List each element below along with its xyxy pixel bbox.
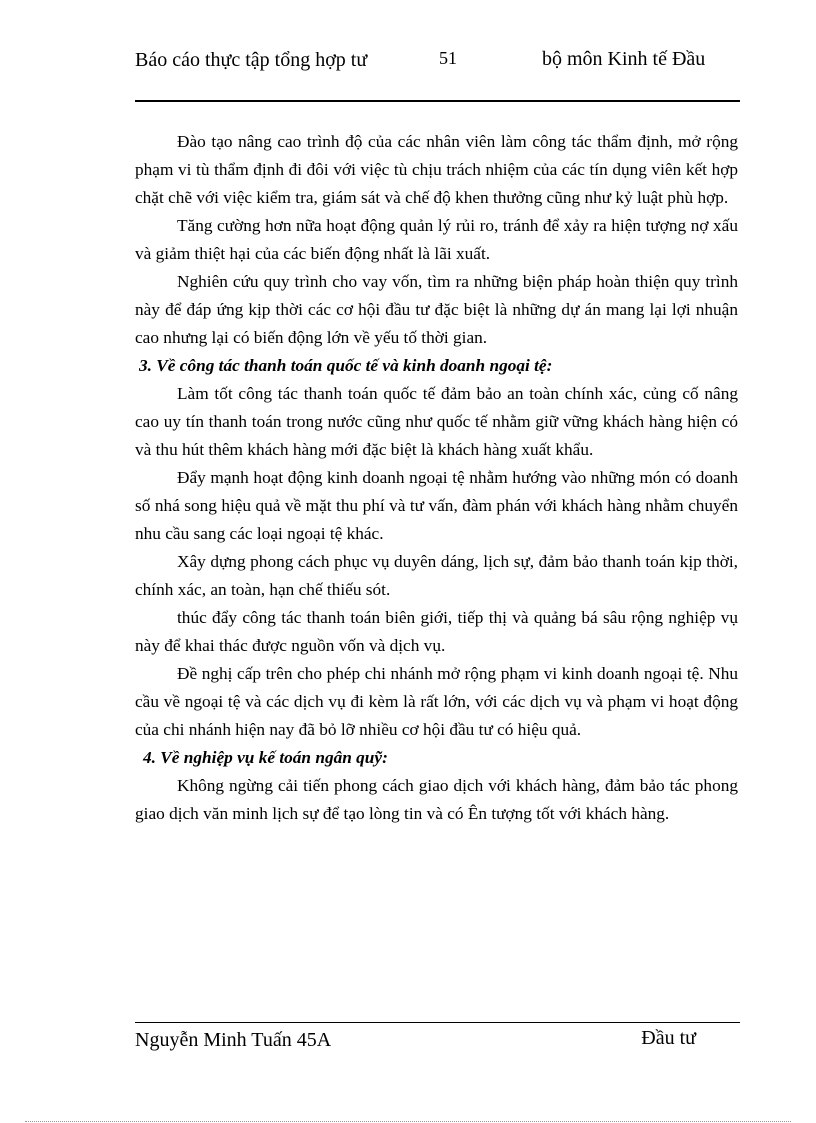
paragraph-training: Đào tạo nâng cao trình độ của các nhân viên làm công tác thẩm định, mở rộng phạm vi tù thẩm định đi đôi với việc tù chịu trách nhiệm của các tín dụng viên kết hợp chặt chẽ với việc kiểm tra, giám sát và chế độ khen thưởng cũng như kỷ luật phù hợp.	[135, 132, 738, 207]
section-heading-international-payment: 3. Về công tác thanh toán quốc tế và kinh doanh ngoại tệ:	[139, 356, 553, 375]
paragraph-transaction-style: Không ngừng cải tiến phong cách giao dịch với khách hàng, đảm bảo tác phong giao dịch văn minh lịch sự để tạo lòng tin và có Ên tượng tốt với khách hàng.	[135, 776, 738, 823]
header-department: bộ môn Kinh tế Đầu	[542, 48, 706, 70]
paragraph-foreign-currency: Đẩy mạnh hoạt động kinh doanh ngoại tệ nhằm hướng vào những món có doanh số nhá song hiệu quả về mặt thu phí và tư vấn, đàm phán với khách hàng nhằm chuyển nhu cầu sang các loại ngoại tệ khác.	[135, 468, 738, 543]
paragraph-expand-scope: Đề nghị cấp trên cho phép chi nhánh mở rộng phạm vi kinh doanh ngoại tệ. Nhu cầu về ngoại tệ và các dịch vụ đi kèm là rất lớn, với các dịch vụ và phạm vi hoạt động của chi nhánh hiện nay đã bỏ lỡ nhiều cơ hội đầu tư có hiệu quả.	[135, 664, 738, 739]
paragraph-lending-process: Nghiên cứu quy trình cho vay vốn, tìm ra những biện pháp hoàn thiện quy trình này để đáp ứng kịp thời các cơ hội đầu tư đặc biệt là những dự án mang lại lợi nhuận cao nhưng lại có biến động lớn về yếu tố thời gian.	[135, 272, 738, 347]
paragraph-risk-management: Tăng cường hơn nữa hoạt động quản lý rủi ro, tránh để xảy ra hiện tượng nợ xấu và giảm thiệt hại của các biến động nhất là lãi xuất.	[135, 216, 738, 263]
page-header	[135, 44, 740, 102]
paragraph-international-payment: Làm tốt công tác thanh toán quốc tế đảm bảo an toàn chính xác, củng cố nâng cao uy tín thanh toán trong nước cũng như quốc tế nhằm giữ vững khách hàng hiện có và thu hút thêm khách hàng mới đặc biệt là khách hàng xuất khẩu.	[135, 384, 738, 459]
header-report-title: Báo cáo thực tập tổng hợp tư	[135, 49, 368, 71]
footer-author: Nguyễn Minh Tuấn 45A	[135, 1029, 332, 1051]
footer-major: Đầu tư	[641, 1027, 696, 1049]
section-heading-accounting: 4. Về nghiệp vụ kế toán ngân quỹ:	[143, 748, 388, 767]
page-bottom-divider	[25, 1121, 791, 1122]
paragraph-border-payment: thúc đẩy công tác thanh toán biên giới, tiếp thị và quảng bá sâu rộng nghiệp vụ này để khai thác được nguồn vốn và dịch vụ.	[135, 608, 738, 655]
paragraph-service-style: Xây dựng phong cách phục vụ duyên dáng, lịch sự, đảm bảo thanh toán kịp thời, chính xác, an toàn, hạn chế thiếu sót.	[135, 552, 738, 599]
page-body	[135, 128, 738, 828]
page-footer	[135, 1022, 740, 1051]
page-number: 51	[439, 48, 457, 68]
